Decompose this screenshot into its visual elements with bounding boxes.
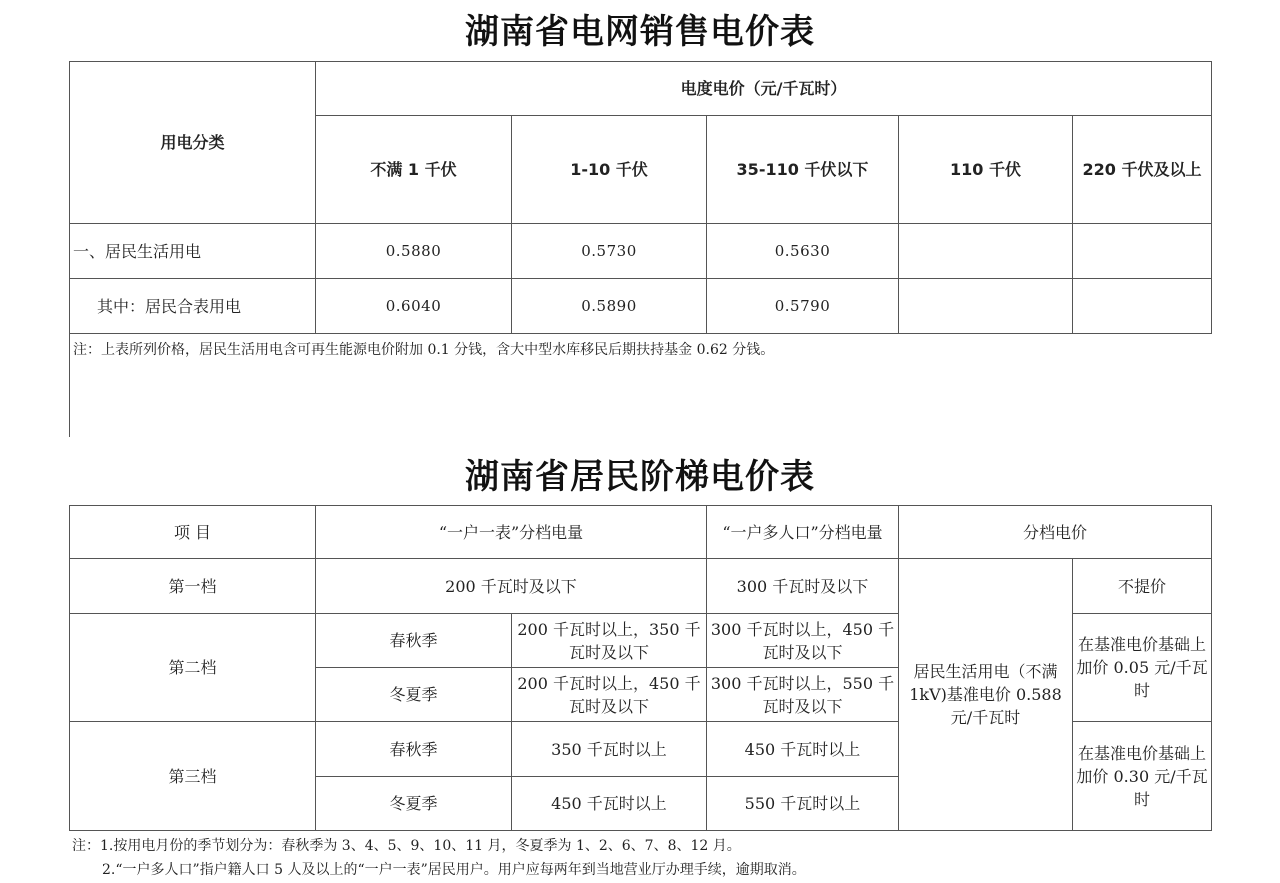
voltage-header: 1-10 千伏 [512,116,707,224]
multi-person-header: “一户多人口”分档电量 [707,506,899,559]
price-cell [1073,224,1212,279]
base-price-cell: 居民生活用电（不满 1kV)基准电价 0.588 元/千瓦时 [899,559,1073,831]
price-cell [1073,279,1212,334]
multi-person-cell: 450 千瓦时以上 [707,722,899,777]
multi-person-cell: 300 千瓦时及以下 [707,559,899,614]
tier-price-cell: 在基准电价基础上加价 0.05 元/千瓦时 [1073,614,1212,722]
tier-label: 第一档 [70,559,316,614]
multi-person-cell: 300 千瓦时以上，550 千瓦时及以下 [707,668,899,722]
item-header: 项 目 [70,506,316,559]
tiered-price-table-title: 湖南省居民阶梯电价表 [465,457,815,497]
single-meter-cell: 350 千瓦时以上 [512,722,707,777]
price-cell [899,279,1073,334]
single-meter-cell: 200 千瓦时及以下 [316,559,707,614]
tier-price-cell: 在基准电价基础上加价 0.30 元/千瓦时 [1073,722,1212,831]
season-label: 冬夏季 [316,668,512,722]
table-row [70,224,1212,279]
category-header: 用电分类 [70,62,316,224]
sales-price-table [69,61,1212,437]
row-label: 一、居民生活用电 [70,224,316,279]
table-row [70,559,1212,614]
table-note: 注：1.按用电月份的季节划分为：春秋季为 3、4、5、9、10、11 月，冬夏季为 1、2、6、7、8、12 月。 [72,838,741,854]
tiered-price-table [69,505,1212,831]
table-note: 注：上表所列价格，居民生活用电含可再生能源电价附加 0.1 分钱，含大中型水库移民后期扶持基金 0.62 分钱。 [70,334,1212,437]
single-meter-cell: 450 千瓦时以上 [512,777,707,831]
price-cell [899,224,1073,279]
multi-person-cell: 550 千瓦时以上 [707,777,899,831]
single-meter-header: “一户一表”分档电量 [316,506,707,559]
row-label: 其中：居民合表用电 [70,279,316,334]
single-meter-cell: 200 千瓦时以上，450 千瓦时及以下 [512,668,707,722]
voltage-header: 220 千伏及以上 [1073,116,1212,224]
price-cell: 0.5790 [707,279,899,334]
season-label: 冬夏季 [316,777,512,831]
voltage-header: 35-110 千伏以下 [707,116,899,224]
price-cell: 0.5880 [316,224,512,279]
table-row [70,279,1212,334]
price-header: 电度电价（元/千瓦时） [316,62,1212,116]
multi-person-cell: 300 千瓦时以上，450 千瓦时及以下 [707,614,899,668]
tier-label: 第三档 [70,722,316,831]
voltage-header: 110 千伏 [899,116,1073,224]
table-note: 2.“一户多人口”指户籍人口 5 人及以上的“一户一表”居民用户。用户应每两年到当地营业厅办理手续，逾期取消。 [102,862,806,878]
voltage-header: 不满 1 千伏 [316,116,512,224]
tier-price-header: 分档电价 [899,506,1212,559]
tier-price-cell: 不提价 [1073,559,1212,614]
price-cell: 0.5890 [512,279,707,334]
season-label: 春秋季 [316,614,512,668]
price-cell: 0.5630 [707,224,899,279]
price-table-title: 湖南省电网销售电价表 [465,12,815,52]
price-cell: 0.5730 [512,224,707,279]
season-label: 春秋季 [316,722,512,777]
tier-label: 第二档 [70,614,316,722]
single-meter-cell: 200 千瓦时以上，350 千瓦时及以下 [512,614,707,668]
price-cell: 0.6040 [316,279,512,334]
